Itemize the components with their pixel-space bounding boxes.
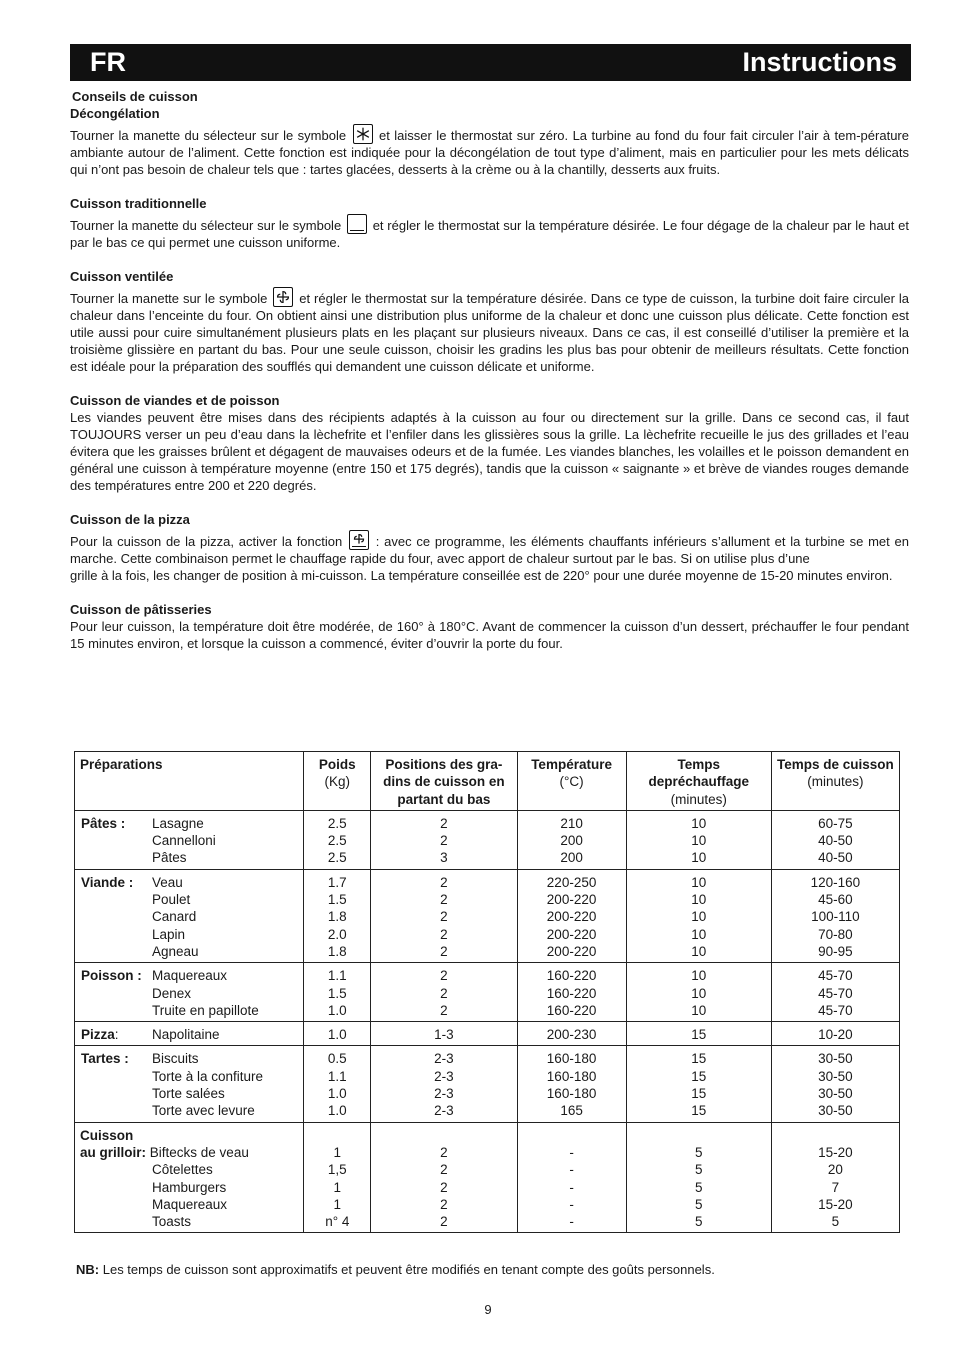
temp-cell [517,1046,626,1122]
cell-value: 15-20 [818,1196,853,1212]
prechauf-cell [626,810,771,869]
list-item: Maquereaux [152,968,228,984]
cell-value: 5 [694,1179,703,1195]
cuisson-cell [771,963,899,1022]
cell-value: 15 [691,1068,707,1084]
page-title: Instructions [742,47,897,77]
footnote: NB: Les temps de cuisson sont approximatifs et peuvent être modifiés en tenant compte des goûts personnels. [76,1262,715,1277]
cuisson-cell [771,1022,899,1046]
cell-value: 165 [560,1103,583,1119]
cell-value: 210 [560,815,583,831]
prechauf-cell [626,869,771,962]
cell-value: 1.1 [327,968,347,984]
list-item: Toasts [152,1214,192,1230]
snowflake-fan-icon [353,124,373,144]
page-header [70,44,911,81]
poids-cell [304,963,371,1022]
cell-value: 1.0 [327,1103,347,1119]
cell-value: 5 [694,1214,703,1230]
cell-value: 160-220 [546,1002,597,1018]
section-text: Tourner la manette du sélecteur sur le symbole et régler le thermostat sur la température désirée. Le four dégage de la chaleur par le haut et par le bas ce qui permet une cuisson uniforme. [70,214,909,251]
cell-value: 0.5 [327,1051,347,1067]
cell-value: 15 [691,1103,707,1119]
cell-value: 30-50 [818,1051,853,1067]
cell-value: 200-220 [546,943,597,959]
cell-value: 2 [440,909,448,925]
cell-value: 160-180 [546,1068,597,1084]
poids-cell [304,1022,371,1046]
temp-cell [517,963,626,1022]
section-traditionnelle [70,195,909,251]
cell-value: 2 [440,815,448,831]
cooking-table [74,751,900,1233]
list-item: Poulet [152,892,191,908]
table-header-row [75,752,900,811]
list-item: au grilloir: Biftecks de veau [80,1144,249,1160]
list-item: Côtelettes [152,1162,213,1178]
cell-value: 200-220 [546,892,597,908]
cell-value: 1 [333,1196,342,1212]
cell-value: 10 [691,926,707,942]
header-preparations: Préparations [75,752,304,811]
cell-value: 2-3 [434,1103,454,1119]
pizza-fan-icon [349,530,369,550]
header-positions: Positions des gra-dins de cuisson en partant du bas [371,752,517,811]
prechauf-cell [626,1122,771,1233]
header-temperature: Température (°C) [517,752,626,811]
list-item: Maquereaux [152,1196,228,1212]
cell-value: 1.8 [327,943,347,959]
cell-value: 1.0 [327,1002,347,1018]
section-patisseries [70,601,909,652]
cell-value: 30-50 [818,1086,853,1102]
cell-value: 15-20 [818,1144,853,1160]
cell-value: 2 [440,943,448,959]
cell-value: 2 [440,926,448,942]
cell-value: 5 [694,1196,703,1212]
cell-value: 20 [827,1162,843,1178]
cell-value: 45-70 [818,1002,853,1018]
cell-value: 2 [440,968,448,984]
list-item: Lapin [152,926,186,942]
section-title: Cuisson de la pizza [70,512,190,527]
cell-value: 1.0 [327,1027,347,1043]
language-label: FR [90,47,126,77]
list-item: Canard [152,909,197,925]
cell-value: 15 [691,1027,707,1043]
list-item: Denex [152,985,192,1001]
cell-value: 5 [694,1162,703,1178]
cell-value: 200 [560,833,583,849]
cell-value: 100-110 [811,909,860,925]
cell-value: 10 [691,943,707,959]
cell-value: 10 [691,833,707,849]
cuisson-cell [771,1122,899,1233]
list-item: Torte avec levure [152,1103,255,1119]
positions-cell [371,1022,517,1046]
cell-value: 10 [691,874,707,890]
cuisson-cell [771,1046,899,1122]
table-row [75,810,900,869]
list-item: Torte à la confiture [152,1068,264,1084]
cell-value: 2 [440,1214,448,1230]
cell-value: 2-3 [434,1068,454,1084]
section-decongelation [70,88,909,178]
header-poids: Poids (Kg) [304,752,371,811]
cell-value: 2 [440,1179,448,1195]
table-row [75,1122,900,1233]
list-item: Agneau [152,943,199,959]
cell-value: 40-50 [818,833,853,849]
positions-cell [371,1046,517,1122]
cell-value: 200-230 [546,1027,597,1043]
cell-value: 3 [440,850,448,866]
section-title: Cuisson traditionnelle [70,196,207,211]
page-number: 9 [484,1302,492,1317]
prechauf-cell [626,1046,771,1122]
section-text: Tourner la manette du sélecteur sur le symbole et laisser le thermostat sur zéro. La turbine au fond du four fait circuler l’air à tem-pérature ambiante autour de l’aliment. Cette fonction est indiquée pour la décongélation de tout type d’aliment, mais en particulier pour les mets délicats qui n’ont pas besoin de chaleur tels que : tartes glacées, desserts à la crème ou à la chantilly, desserts aux fruits. [70,124,909,178]
table-row [75,963,900,1022]
cell-value: 2.5 [327,850,347,866]
header-cuisson: Temps de cuisson (minutes) [771,752,899,811]
section-text: Tourner la manette sur le symbole et régler le thermostat sur la température désirée. Dans ce type de cuisson, la turbine doit faire circuler la chaleur dans l’enceinte du four. On obtient ainsi une distribution plus uniforme de la chaleur et donc une cuisson plus délicate. Cette fonction est utile aussi pour cuire simultanément plusieurs plats en les plaçant sur plusieurs niveaux. Dans ce cas, il est conseillé d’utiliser la première et la troisième glissière en partant du bas. Pour une seule cuisson, choisir les gradins les plus bas pour obtenir de meilleurs résultats. Cette fonction est idéale pour la préparation des soufflés qui demandent une cuisson délicate et uniforme. [70,287,909,375]
cell-value: 5 [694,1144,703,1160]
cell-value: 2 [440,985,448,1001]
cell-value: 1.0 [327,1086,347,1102]
category-label: Viande : [81,874,134,890]
cell-value: 10-20 [818,1027,853,1043]
cell-value: 1.5 [327,985,347,1001]
cell-value: 200-220 [546,909,597,925]
cell-value: 15 [691,1051,707,1067]
instructions-body [70,88,909,652]
cell-value: 160-220 [546,985,597,1001]
prechauf-cell [626,1022,771,1046]
cell-value: 45-70 [818,968,853,984]
positions-cell [371,1122,517,1233]
cell-value: 200 [560,850,583,866]
cell-value: 10 [691,968,707,984]
cell-value: 160-220 [546,968,597,984]
cell-value: 45-60 [818,892,853,908]
list-item: Hamburgers [152,1179,227,1195]
cell-value: - [569,1179,574,1195]
preparation-cell [75,869,304,962]
section-pizza [70,511,909,584]
cuisson-cell [771,869,899,962]
category-label: Cuisson [80,1127,134,1143]
top-bottom-heat-icon [347,214,367,234]
preparation-cell [75,810,304,869]
category-label: Pizza: [81,1027,119,1043]
cell-value: 15 [691,1086,707,1102]
cell-value: 1 [333,1179,342,1195]
cell-value: 2-3 [434,1086,454,1102]
temp-cell [517,1122,626,1233]
temp-cell [517,1022,626,1046]
cell-value: 10 [691,985,707,1001]
cell-value: 2 [440,833,448,849]
cell-value: 160-180 [546,1086,597,1102]
cell-value: 2.5 [327,815,347,831]
cell-value: 2 [440,892,448,908]
section-text: Pour la cuisson de la pizza, activer la fonction : avec ce programme, les éléments chauffants inférieurs s’allument et la turbine se met en marche. Cette combinaison permet le chauffage rapide du four, avec apport de chaleur surtout par le bas. Si on utilise plus d’une [70,530,909,567]
section-ventilee [70,268,909,375]
cell-value: 2 [440,1162,448,1178]
poids-cell [304,869,371,962]
cell-value: 10 [691,850,707,866]
cell-value: 2 [440,1144,448,1160]
cell-value: 1.5 [327,892,347,908]
cell-value: 40-50 [818,850,853,866]
section-viandes-poisson [70,392,909,494]
cell-value: 60-75 [818,815,853,831]
cell-value: 220-250 [546,874,597,890]
preparation-cell [75,963,304,1022]
cell-value: 1.1 [327,1068,347,1084]
cell-value: 1,5 [327,1162,347,1178]
cell-value: 10 [691,815,707,831]
section-text: Pour leur cuisson, la température doit être modérée, de 160° à 180°C. Avant de commencer la cuisson d’un dessert, préchauffer le four pendant 15 minutes environ, et lorsque la cuisson a commencé, éviter d’ouvrir la porte du four. [70,619,909,651]
section-title: Cuisson ventilée [70,269,174,284]
category-label: Tartes : [81,1051,129,1067]
list-item: Napolitaine [152,1027,220,1043]
section-title: Décongélation [70,106,160,121]
fan-icon [273,287,293,307]
cell-value: 2 [440,874,448,890]
cuisson-cell [771,810,899,869]
cell-value: 90-95 [818,943,853,959]
poids-cell [304,810,371,869]
category-label: au grilloir: [80,1144,147,1160]
cell-value: 5 [831,1214,840,1230]
cell-value: 10 [691,892,707,908]
section-title: Cuisson de pâtisseries [70,602,212,617]
list-item: Pâtes [152,850,187,866]
cell-value: 30-50 [818,1068,853,1084]
prechauf-cell [626,963,771,1022]
cell-value: 1 [333,1144,342,1160]
list-item: Truite en papillote [152,1002,259,1018]
cell-value: 1.8 [327,909,347,925]
cell-value: 1.7 [327,874,347,890]
section-heading-conseils: Conseils de cuisson [72,89,198,104]
cell-value: n° 4 [325,1214,350,1230]
cell-value: 160-180 [546,1051,597,1067]
cell-value: 30-50 [818,1103,853,1119]
cell-value: - [569,1162,574,1178]
list-item: Veau [152,874,183,890]
cell-value: 200-220 [546,926,597,942]
section-title: Cuisson de viandes et de poisson [70,393,280,408]
section-text: Les viandes peuvent être mises dans des récipients adaptés à la cuisson au four ou directement sur la grille. Dans ce second cas, il faut TOUJOURS verser un peu d’eau dans la lèchefrite et l’enfiler dans les glissières sous la grille. La lèchefrite recueille le jus des grillades et l’eau évitera que les graisses brûlent et dégagent de mauvaises odeurs et de la fumée. Les viandes blanches, les volailles et le poisson demandent en général une cuisson à température moyenne (entre 150 et 175 degrés), tandis que la cuisson « saignante » et brève de viandes rouges demande des températures entre 200 et 220 degrés. [70,410,909,493]
cell-value: 1-3 [434,1027,454,1043]
cell-value: 2.0 [327,926,347,942]
temp-cell [517,869,626,962]
table-row [75,869,900,962]
poids-cell [304,1122,371,1233]
cell-value: - [569,1196,574,1212]
cell-value: 2 [440,1196,448,1212]
header-prechauffage: Temps depréchauffage (minutes) [626,752,771,811]
cell-value: 2-3 [434,1051,454,1067]
preparation-cell [75,1122,304,1233]
cell-value: - [569,1214,574,1230]
category-label: Poisson : [81,968,142,984]
list-item: Lasagne [152,815,204,831]
cell-value: 45-70 [818,985,853,1001]
positions-cell [371,810,517,869]
preparation-cell [75,1046,304,1122]
category-label: Pâtes : [81,815,126,831]
positions-cell [371,963,517,1022]
positions-cell [371,869,517,962]
cell-value: 2 [440,1002,448,1018]
temp-cell [517,810,626,869]
cell-value: 70-80 [818,926,853,942]
poids-cell [304,1046,371,1122]
section-text-continued: grille à la fois, les changer de position à mi-cuisson. La température conseillée est de 220° pour une durée moyenne de 15-20 minutes environ. [70,568,893,583]
cell-value: - [569,1144,574,1160]
cell-value: 10 [691,909,707,925]
cell-value: 7 [831,1179,840,1195]
cell-value: 2.5 [327,833,347,849]
list-item: Torte salées [152,1086,225,1102]
table-row [75,1022,900,1046]
list-item: Biscuits [152,1051,199,1067]
cell-value: 120-160 [810,874,861,890]
list-item: Cannelloni [152,833,216,849]
cell-value: 10 [691,1002,707,1018]
table-row [75,1046,900,1122]
preparation-cell [75,1022,304,1046]
